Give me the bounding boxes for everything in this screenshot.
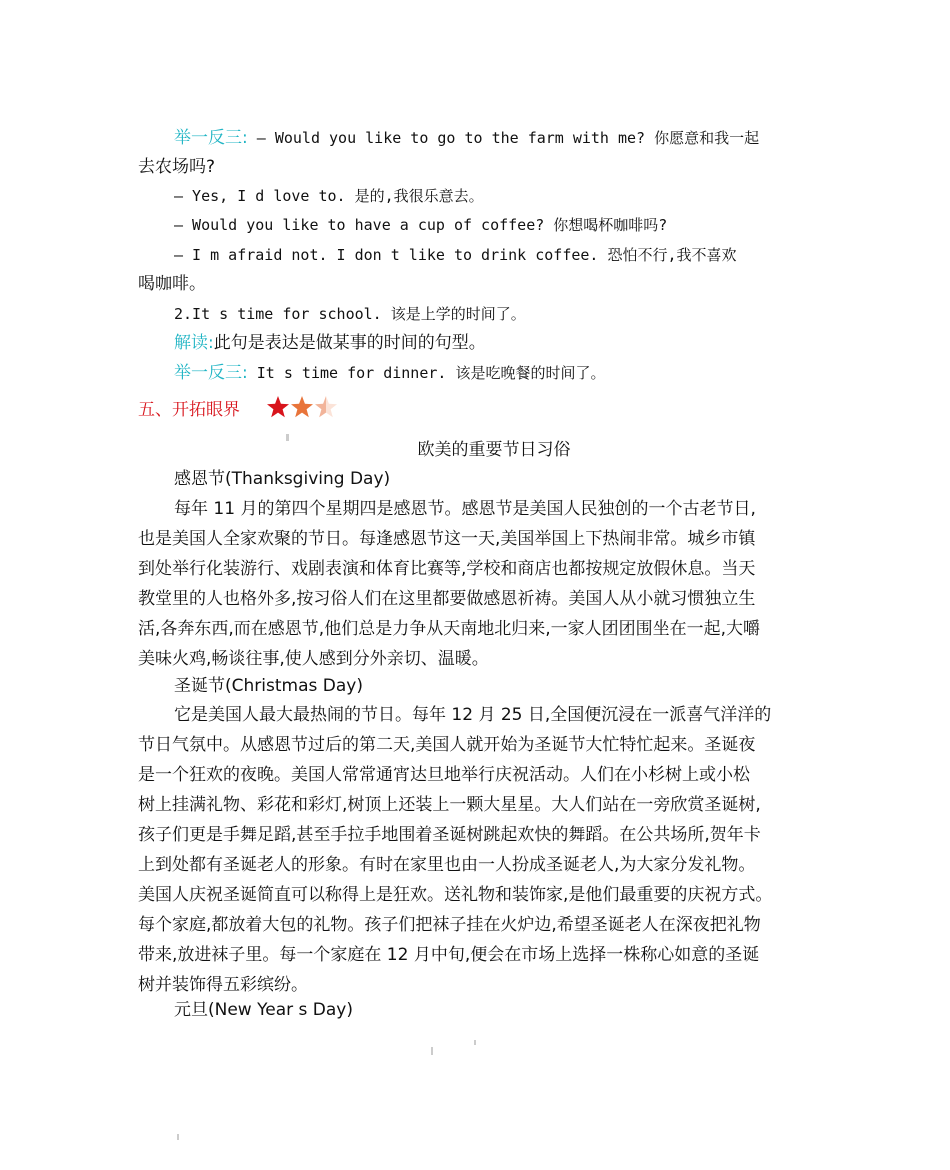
scan-speck [474, 1040, 476, 1045]
christmas-line: 树并装饰得五彩缤纷。 [138, 975, 308, 995]
example-line-5: — I m afraid not. I don t like to drink coffee. 恐怕不行,我不喜欢 [174, 246, 737, 264]
thanksgiving-line: 美味火鸡,畅谈往事,使人感到分外亲切、温暖。 [138, 649, 489, 669]
thanksgiving-line: 活,各奔东西,而在感恩节,他们总是力争从天南地北归来,一家人团团围坐在一起,大嚼 [138, 619, 761, 639]
star-icon [291, 396, 313, 417]
example-text: — Would you like to go to the farm with me? 你愿意和我一起 [247, 129, 760, 147]
thanksgiving-heading: 感恩节(Thanksgiving Day) [174, 469, 391, 489]
scan-speck [431, 1047, 433, 1055]
example-line-1 [174, 124, 818, 153]
article-title: 欧美的重要节日习俗 [417, 440, 571, 460]
example-line-3: — Yes, I d love to. 是的,我很乐意去。 [174, 187, 484, 205]
newyear-heading: 元旦(New Year s Day) [174, 1000, 353, 1020]
sentence-2: 2.It s time for school. 该是上学的时间了。 [174, 305, 526, 323]
example-line-6: 喝咖啡。 [138, 274, 206, 294]
christmas-line: 每个家庭,都放着大包的礼物。孩子们把袜子挂在火炉边,希望圣诞老人在深夜把礼物 [138, 915, 761, 935]
christmas-line: 带来,放进袜子里。每一个家庭在 12 月中旬,便会在市场上选择一株称心如意的圣诞 [138, 945, 760, 965]
example-label-2: 举一反三: [174, 363, 248, 383]
difficulty-stars [266, 394, 346, 422]
star-icon [315, 396, 337, 417]
example-line-9 [174, 359, 818, 388]
example-label: 举一反三: [174, 128, 248, 148]
example-text-2: It s time for dinner. 该是吃晚餐的时间了。 [247, 364, 606, 382]
scan-speck [177, 1134, 179, 1140]
christmas-line: 是一个狂欢的夜晚。美国人常常通宵达旦地举行庆祝活动。人们在小杉树上或小松 [138, 765, 750, 785]
star-icon [267, 396, 289, 417]
christmas-line: 上到处都有圣诞老人的形象。有时在家里也由一人扮成圣诞老人,为大家分发礼物。 [138, 855, 756, 875]
christmas-line: 孩子们更是手舞足蹈,甚至手拉手地围着圣诞树跳起欢快的舞蹈。在公共场所,贺年卡 [138, 825, 761, 845]
christmas-line: 节日气氛中。从感恩节过后的第二天,美国人就开始为圣诞节大忙特忙起来。圣诞夜 [138, 735, 756, 755]
example-line-2: 去农场吗? [138, 157, 216, 177]
thanksgiving-line: 到处举行化装游行、戏剧表演和体育比赛等,学校和商店也都按规定放假休息。当天 [138, 559, 756, 579]
christmas-line: 美国人庆祝圣诞简直可以称得上是狂欢。送礼物和装饰家,是他们最重要的庆祝方式。 [138, 885, 773, 905]
section-title: 五、开拓眼界 [138, 400, 240, 420]
christmas-heading: 圣诞节(Christmas Day) [174, 676, 363, 696]
explanation-line [174, 329, 818, 358]
thanksgiving-line: 每年 11 月的第四个星期四是感恩节。感恩节是美国人民独创的一个古老节日, [174, 499, 756, 519]
thanksgiving-line: 教堂里的人也格外多,按习俗人们在这里都要做感恩祈祷。美国人从小就习惯独立生 [138, 589, 756, 609]
explanation-label: 解读: [174, 333, 214, 353]
christmas-line: 树上挂满礼物、彩花和彩灯,树顶上还装上一颗大星星。大人们站在一旁欣赏圣诞树, [138, 795, 761, 815]
explanation-text: 此句是表达是做某事的时间的句型。 [213, 333, 486, 353]
scan-speck [286, 434, 289, 441]
christmas-line: 它是美国人最大最热闹的节日。每年 12 月 25 日,全国便沉浸在一派喜气洋洋的 [174, 705, 772, 725]
example-line-4: — Would you like to have a cup of coffee? 你想喝杯咖啡吗? [174, 216, 668, 234]
thanksgiving-line: 也是美国人全家欢聚的节日。每逢感恩节这一天,美国举国上下热闹非常。城乡市镇 [138, 529, 756, 549]
